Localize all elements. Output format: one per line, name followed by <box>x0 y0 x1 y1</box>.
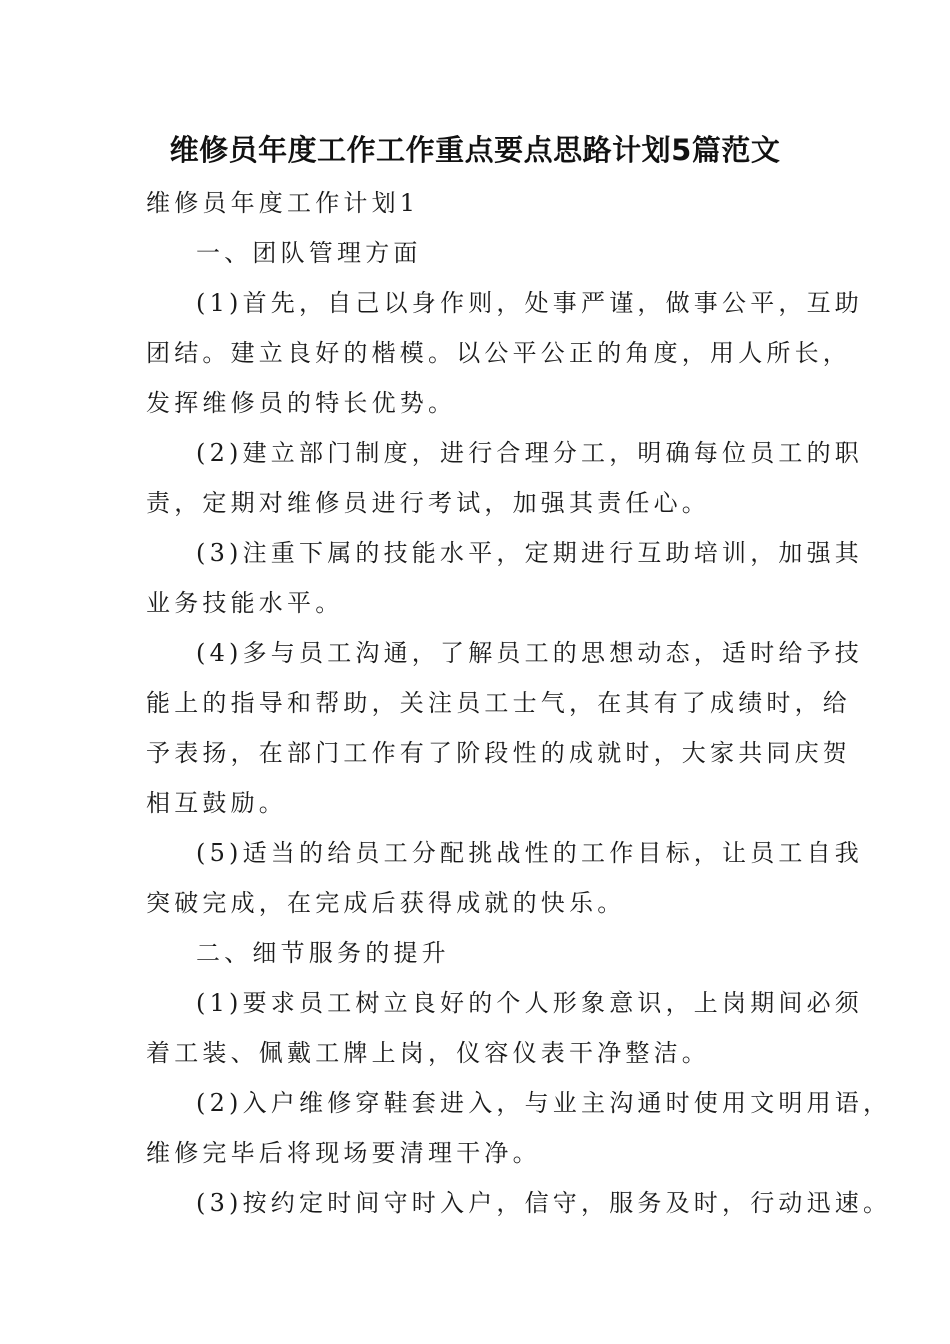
paragraph-line: 业务技能水平。 <box>146 589 344 617</box>
paragraph-line: (3)按约定时间守时入户，信守，服务及时，行动迅速。 <box>196 1189 892 1217</box>
subsection-heading: 二、细节服务的提升 <box>196 939 450 967</box>
paragraph-line: (2)入户维修穿鞋套进入，与业主沟通时使用文明用语， <box>196 1089 892 1117</box>
paragraph-line: 能上的指导和帮助，关注员工士气，在其有了成绩时，给 <box>146 689 851 717</box>
paragraph-line: (3)注重下属的技能水平，定期进行互助培训，加强其 <box>196 539 863 567</box>
document-body <box>146 178 892 1228</box>
paragraph-line: 突破完成，在完成后获得成就的快乐。 <box>146 889 626 917</box>
paragraph-line: (1)首先，自己以身作则，处事严谨，做事公平，互助 <box>196 289 863 317</box>
paragraph-line: 着工装、佩戴工牌上岗，仪容仪表干净整洁。 <box>146 1039 710 1067</box>
paragraph-line: 予表扬，在部门工作有了阶段性的成就时，大家共同庆贺 <box>146 739 851 767</box>
paragraph-line: 相互鼓励。 <box>146 789 287 817</box>
section-heading: 维修员年度工作计划1 <box>146 189 420 217</box>
paragraph-line: 责，定期对维修员进行考试，加强其责任心。 <box>146 489 710 517</box>
paragraph-line: 发挥维修员的特长优势。 <box>146 389 457 417</box>
paragraph-line: 团结。建立良好的楷模。以公平公正的角度，用人所长， <box>146 339 851 367</box>
paragraph-line: (1)要求员工树立良好的个人形象意识，上岗期间必须 <box>196 989 863 1017</box>
paragraph-line: (4)多与员工沟通，了解员工的思想动态，适时给予技 <box>196 639 863 667</box>
document-title: 维修员年度工作工作重点要点思路计划5篇范文 <box>169 133 781 167</box>
paragraph-line: (5)适当的给员工分配挑战性的工作目标，让员工自我 <box>196 839 863 867</box>
subsection-heading: 一、团队管理方面 <box>196 239 422 267</box>
paragraph-line: 维修完毕后将现场要清理干净。 <box>146 1139 541 1167</box>
paragraph-line: (2)建立部门制度，进行合理分工，明确每位员工的职 <box>196 439 863 467</box>
